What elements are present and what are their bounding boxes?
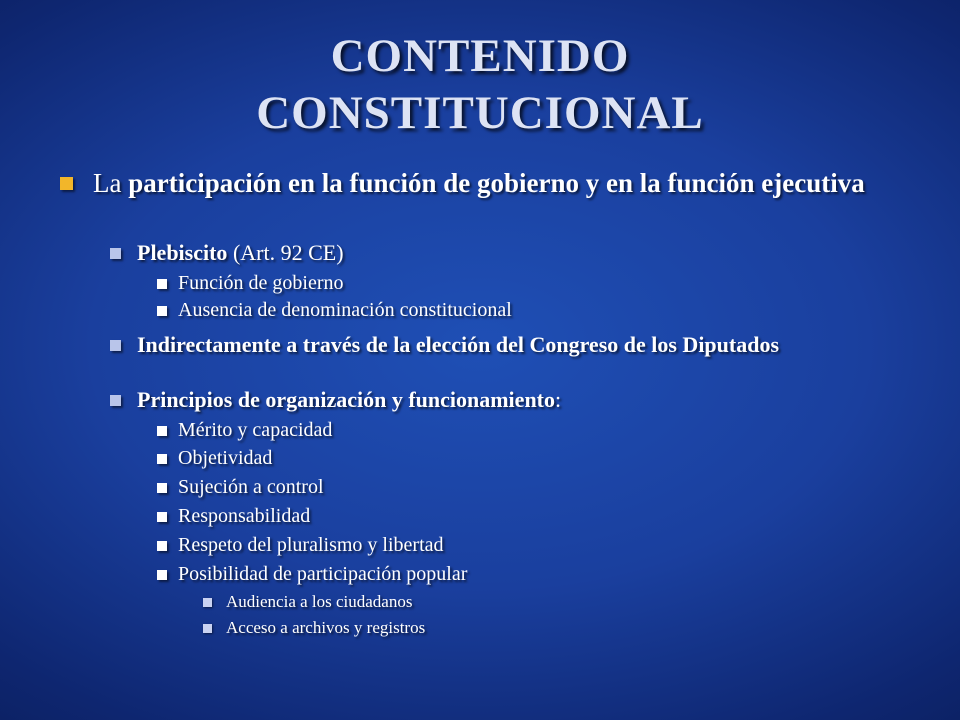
bullet-participacion (60, 170, 900, 196)
bullet-text: Mérito y capacidad (178, 419, 333, 441)
bullet-merito (157, 420, 900, 441)
square-bullet-icon (157, 512, 167, 522)
square-bullet-icon (157, 570, 167, 580)
bullet-funcion-gobierno (157, 273, 900, 294)
bullet-indirectamente (110, 334, 900, 356)
square-bullet-icon (157, 454, 167, 464)
title-line-1: CONTENIDO (330, 30, 630, 82)
square-bullet-icon (203, 624, 212, 633)
square-bullet-icon (157, 483, 167, 493)
bullet-responsabilidad (157, 506, 900, 527)
square-bullet-icon (110, 340, 121, 351)
bullet-plebiscito (110, 242, 900, 264)
bullet-objetividad (157, 448, 900, 469)
bullet-text: Ausencia de denominación constitucional (178, 299, 512, 321)
bullet-text: Función de gobierno (178, 272, 344, 294)
slide-title (0, 28, 960, 142)
title-line-2: CONSTITUCIONAL (256, 87, 704, 139)
bullet-posibilidad (157, 564, 900, 585)
bullet-text: Posibilidad de participación popular (178, 563, 468, 585)
bullet-ausencia-denominacion (157, 300, 900, 321)
square-bullet-icon (157, 426, 167, 436)
bullet-respeto (157, 535, 900, 556)
square-bullet-icon (110, 248, 121, 259)
bullet-audiencia (203, 593, 900, 611)
bullet-text: Audiencia a los ciudadanos (226, 592, 413, 611)
bullet-text: Objetividad (178, 447, 273, 469)
square-bullet-icon (60, 177, 73, 190)
square-bullet-icon (203, 598, 212, 607)
square-bullet-icon (157, 541, 167, 551)
bullet-principios (110, 389, 900, 411)
bullet-acceso (203, 619, 900, 637)
bullet-sujecion (157, 477, 900, 498)
bullet-text: Principios de organización y funcionamiento: (137, 387, 562, 412)
bullet-text: Indirectamente a través de la elección del Congreso de los Diputados (137, 332, 780, 357)
bullet-text: Responsabilidad (178, 505, 311, 527)
bullet-text: Sujeción a control (178, 476, 324, 498)
square-bullet-icon (157, 306, 167, 316)
bullet-text: Acceso a archivos y registros (226, 618, 426, 637)
bullet-text: Respeto del pluralismo y libertad (178, 534, 444, 556)
bullet-text: La participación en la función de gobierno y en la función ejecutiva (93, 168, 865, 198)
square-bullet-icon (110, 395, 121, 406)
bullet-text: Plebiscito (Art. 92 CE) (137, 240, 344, 265)
square-bullet-icon (157, 279, 167, 289)
